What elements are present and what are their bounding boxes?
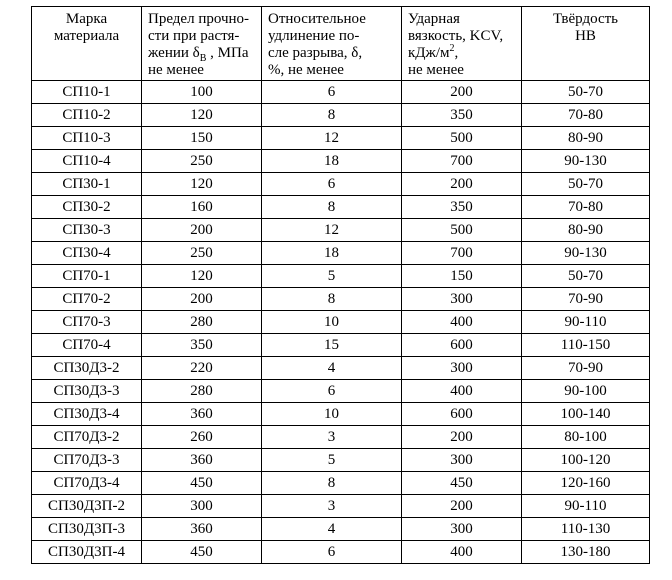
table-row: [32, 472, 650, 495]
cell-tensile-strength: 200: [142, 219, 262, 242]
cell-hardness: 90-110: [522, 311, 650, 334]
cell-hardness: 50-70: [522, 173, 650, 196]
cell-hardness: 70-80: [522, 104, 650, 127]
cell-impact-strength: 400: [402, 541, 522, 564]
cell-elongation: 8: [262, 196, 402, 219]
header-line: не менее: [408, 62, 464, 78]
cell-impact-strength: 350: [402, 104, 522, 127]
table-row: [32, 127, 650, 150]
cell-hardness: 80-100: [522, 426, 650, 449]
cell-material-grade: СП30Д3-3: [32, 380, 142, 403]
cell-tensile-strength: 450: [142, 472, 262, 495]
cell-hardness: 110-130: [522, 518, 650, 541]
header-line: сти при растя-: [148, 28, 240, 44]
cell-tensile-strength: 100: [142, 81, 262, 104]
header-hardness: [522, 7, 650, 81]
header-row: [32, 7, 650, 81]
header-line: материала: [53, 28, 120, 44]
cell-hardness: 100-140: [522, 403, 650, 426]
table-row: [32, 426, 650, 449]
cell-elongation: 8: [262, 288, 402, 311]
cell-elongation: 5: [262, 265, 402, 288]
cell-tensile-strength: 360: [142, 449, 262, 472]
cell-impact-strength: 500: [402, 127, 522, 150]
table-row: [32, 334, 650, 357]
cell-hardness: 70-80: [522, 196, 650, 219]
cell-hardness: 80-90: [522, 127, 650, 150]
cell-tensile-strength: 360: [142, 518, 262, 541]
cell-elongation: 4: [262, 518, 402, 541]
table-row: [32, 104, 650, 127]
cell-hardness: 90-110: [522, 495, 650, 518]
cell-hardness: 90-130: [522, 150, 650, 173]
cell-material-grade: СП30-1: [32, 173, 142, 196]
table-row: [32, 403, 650, 426]
cell-impact-strength: 300: [402, 518, 522, 541]
header-impact-strength: [402, 7, 522, 81]
cell-hardness: 70-90: [522, 357, 650, 380]
cell-material-grade: СП10-2: [32, 104, 142, 127]
cell-impact-strength: 700: [402, 242, 522, 265]
cell-impact-strength: 300: [402, 449, 522, 472]
cell-tensile-strength: 350: [142, 334, 262, 357]
cell-tensile-strength: 280: [142, 311, 262, 334]
cell-tensile-strength: 150: [142, 127, 262, 150]
header-line: %, не менее: [268, 62, 344, 78]
cell-hardness: 50-70: [522, 265, 650, 288]
cell-impact-strength: 200: [402, 495, 522, 518]
cell-elongation: 6: [262, 380, 402, 403]
cell-material-grade: СП10-3: [32, 127, 142, 150]
cell-hardness: 80-90: [522, 219, 650, 242]
header-line: сле разрыва, δ,: [268, 45, 363, 61]
cell-tensile-strength: 200: [142, 288, 262, 311]
cell-impact-strength: 200: [402, 426, 522, 449]
materials-properties-table: [31, 6, 650, 564]
cell-impact-strength: 400: [402, 311, 522, 334]
table-row: [32, 219, 650, 242]
cell-elongation: 15: [262, 334, 402, 357]
cell-material-grade: СП70-3: [32, 311, 142, 334]
cell-elongation: 12: [262, 127, 402, 150]
cell-elongation: 18: [262, 150, 402, 173]
cell-hardness: 90-130: [522, 242, 650, 265]
table-row: [32, 196, 650, 219]
cell-tensile-strength: 160: [142, 196, 262, 219]
cell-impact-strength: 200: [402, 173, 522, 196]
table-row: [32, 449, 650, 472]
header-text: , МПа: [206, 45, 249, 61]
table-row: [32, 288, 650, 311]
table-row: [32, 311, 650, 334]
cell-impact-strength: 600: [402, 334, 522, 357]
cell-impact-strength: 450: [402, 472, 522, 495]
header-line: Относительное: [268, 11, 366, 27]
header-line: удлинение по-: [268, 28, 360, 44]
header-line: Предел прочно-: [148, 11, 250, 27]
cell-material-grade: СП30-3: [32, 219, 142, 242]
table-row: [32, 81, 650, 104]
table-row: [32, 518, 650, 541]
cell-tensile-strength: 450: [142, 541, 262, 564]
cell-material-grade: СП70-2: [32, 288, 142, 311]
cell-elongation: 8: [262, 104, 402, 127]
cell-tensile-strength: 120: [142, 104, 262, 127]
header-line: [148, 45, 261, 62]
header-line: Твёрдость: [552, 11, 619, 27]
cell-tensile-strength: 120: [142, 173, 262, 196]
header-line: вязкость, KCV,: [408, 28, 504, 44]
cell-elongation: 10: [262, 403, 402, 426]
cell-material-grade: СП30Д3-4: [32, 403, 142, 426]
cell-elongation: 6: [262, 541, 402, 564]
header-line: [408, 45, 521, 62]
table-row: [32, 173, 650, 196]
table-row: [32, 242, 650, 265]
table-row: [32, 265, 650, 288]
table-row: [32, 541, 650, 564]
table-row: [32, 380, 650, 403]
cell-elongation: 3: [262, 495, 402, 518]
cell-elongation: 12: [262, 219, 402, 242]
cell-material-grade: СП70-1: [32, 265, 142, 288]
cell-hardness: 130-180: [522, 541, 650, 564]
cell-tensile-strength: 250: [142, 242, 262, 265]
cell-impact-strength: 400: [402, 380, 522, 403]
cell-elongation: 4: [262, 357, 402, 380]
cell-hardness: 90-100: [522, 380, 650, 403]
cell-tensile-strength: 260: [142, 426, 262, 449]
cell-tensile-strength: 300: [142, 495, 262, 518]
table-row: [32, 357, 650, 380]
cell-material-grade: СП10-4: [32, 150, 142, 173]
document-page: [31, 6, 650, 564]
table-row: [32, 495, 650, 518]
cell-impact-strength: 500: [402, 219, 522, 242]
table-body: [32, 81, 650, 564]
cell-hardness: 120-160: [522, 472, 650, 495]
header-tensile-strength: [142, 7, 262, 81]
cell-impact-strength: 600: [402, 403, 522, 426]
cell-tensile-strength: 120: [142, 265, 262, 288]
cell-hardness: 50-70: [522, 81, 650, 104]
header-text: жении δ: [148, 45, 200, 61]
cell-hardness: 70-90: [522, 288, 650, 311]
cell-material-grade: СП70Д3-2: [32, 426, 142, 449]
cell-impact-strength: 350: [402, 196, 522, 219]
cell-tensile-strength: 280: [142, 380, 262, 403]
header-elongation: [262, 7, 402, 81]
cell-elongation: 5: [262, 449, 402, 472]
cell-impact-strength: 300: [402, 288, 522, 311]
cell-material-grade: СП70Д3-4: [32, 472, 142, 495]
cell-impact-strength: 300: [402, 357, 522, 380]
cell-material-grade: СП10-1: [32, 81, 142, 104]
table-row: [32, 150, 650, 173]
cell-hardness: 100-120: [522, 449, 650, 472]
table-header: [32, 7, 650, 81]
cell-material-grade: СП70-4: [32, 334, 142, 357]
cell-material-grade: СП30Д3П-2: [32, 495, 142, 518]
header-subscript: В: [199, 53, 207, 64]
cell-material-grade: СП30-2: [32, 196, 142, 219]
header-text: кДж/м: [408, 45, 450, 61]
header-line: НВ: [575, 28, 596, 44]
header-material-grade: [32, 7, 142, 81]
cell-material-grade: СП30Д3-2: [32, 357, 142, 380]
header-line: Марка: [65, 11, 108, 27]
cell-impact-strength: 200: [402, 81, 522, 104]
header-line: Ударная: [408, 11, 460, 27]
header-line: не менее: [148, 62, 204, 78]
cell-material-grade: СП30Д3П-4: [32, 541, 142, 564]
cell-elongation: 6: [262, 173, 402, 196]
header-superscript: 2: [449, 43, 455, 54]
cell-hardness: 110-150: [522, 334, 650, 357]
cell-material-grade: СП70Д3-3: [32, 449, 142, 472]
cell-elongation: 8: [262, 472, 402, 495]
cell-elongation: 6: [262, 81, 402, 104]
cell-tensile-strength: 360: [142, 403, 262, 426]
header-text: ,: [454, 45, 459, 61]
cell-tensile-strength: 250: [142, 150, 262, 173]
cell-elongation: 3: [262, 426, 402, 449]
cell-material-grade: СП30-4: [32, 242, 142, 265]
cell-impact-strength: 150: [402, 265, 522, 288]
cell-material-grade: СП30Д3П-3: [32, 518, 142, 541]
cell-elongation: 18: [262, 242, 402, 265]
cell-tensile-strength: 220: [142, 357, 262, 380]
cell-elongation: 10: [262, 311, 402, 334]
cell-impact-strength: 700: [402, 150, 522, 173]
